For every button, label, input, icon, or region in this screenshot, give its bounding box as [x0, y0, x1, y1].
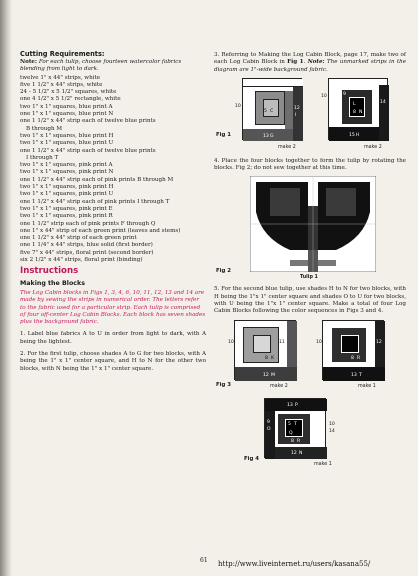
requirement-item: one 1 1/4" x 44" strips, blue solid (first border)	[20, 242, 153, 249]
fig3a-label: 10	[228, 339, 234, 345]
requirement-item: two 1" x 1" squares, pink print R	[20, 213, 113, 220]
fig4-block	[264, 398, 335, 458]
requirement-item: two 1" x 1" squares, blue print U	[20, 140, 114, 147]
fig1a-label: 13	[263, 133, 269, 139]
fig1b-label: N	[359, 109, 363, 115]
fig3a-label: 11	[279, 339, 285, 345]
requirement-item: two 1" x 1" squares, pink print N	[20, 169, 114, 176]
requirement-item: two 1" x 1" squares, pink print E	[20, 205, 113, 212]
fig1a-label: 10	[235, 103, 241, 109]
fig4-label: 5	[288, 421, 291, 427]
cutting-note-text: For each tulip, choose fourteen watercolor fabrics blending from light to dark.	[20, 59, 182, 73]
fig1b-label: H	[356, 132, 360, 138]
fig3b-label: 8	[351, 355, 354, 361]
fig3-block-a	[228, 320, 296, 380]
fig3b-label: 11	[367, 347, 373, 353]
fig4-label-title: Fig 4	[244, 455, 260, 462]
requirements-list	[20, 75, 206, 265]
requirement-item: one 1 1/2" x 44" strip each of twelve blue prints	[20, 118, 156, 125]
figure-1	[214, 78, 406, 152]
instructions-title: Instructions	[20, 266, 79, 277]
page-binding-shadow	[0, 0, 12, 576]
fig3-label: Fig 3	[216, 381, 232, 388]
fig3-make-a: make 2	[270, 383, 288, 389]
fig1-make-b: make 2	[364, 144, 382, 150]
step-3-note: The unmarked strips in the diagram are 1"-wide background fabric.	[214, 59, 407, 73]
fig1-block-a	[235, 78, 302, 140]
log-cabin-intro: The Log Cabin blocks in Figs 1, 3, 4, 6, 10, 11, 12, 13 and 14 are made by sewing the strips in numerical order. The letters refer to the fabric used for a particular strip. Each tulip is comprised of four off-center Log Cabin Blocks. Each block has seven shades plus the background fabric.	[20, 289, 206, 326]
requirement-item: one 4 1/2" x 5 1/2" rectangle, white	[20, 96, 121, 103]
step-3-fig-ref: Fig 1	[287, 59, 304, 66]
fig4-label: Q	[289, 430, 293, 436]
tulip-1-diagram	[250, 176, 376, 272]
figure-4	[214, 398, 406, 468]
fig1a-label: 12	[294, 105, 300, 111]
fig4-label: N	[299, 450, 303, 456]
cutting-requirements-heading: Cutting Requirements:	[20, 50, 105, 58]
requirement-item: two 1" x 1" squares, blue print A	[20, 103, 113, 110]
requirement-item: five 1 1/2" x 44" strips, white	[20, 81, 103, 88]
step-3-note-label: Note:	[307, 59, 325, 66]
step-3: 3. Referring to Making the Log Cabin Block, page 17, make two of each Log Cabin Block in Fig 1. Note: The unmarked strips in the diagram are 1"-wide background fabric.	[214, 52, 407, 73]
fig3b-label: R	[357, 355, 361, 361]
fig3b-label: 12	[376, 339, 382, 345]
fig1b-label: 8	[353, 109, 356, 115]
step-1: 1. Label blue fabrics A to U in order from light to dark, with A being the lightest.	[20, 331, 206, 345]
fig4-label: 9	[267, 419, 270, 425]
making-blocks-title: Making the Blocks	[20, 279, 85, 287]
page-number: 61	[200, 557, 208, 564]
fig2-caption: Tulip 1	[300, 275, 318, 281]
fig4-label: 10	[329, 421, 335, 427]
requirement-item: one 1 1/2" strip each of pink prints F through Q	[20, 220, 156, 227]
fig1-label: Fig 1	[216, 131, 232, 138]
fig1b-label: 15	[349, 132, 355, 138]
fig4-label: 14	[329, 428, 335, 434]
requirement-item: one 1 1/2" x 44" strip each of twelve blue prints	[20, 147, 156, 154]
requirement-item: 24 - 5 1/2" x 5 1/2" squares, white	[20, 89, 117, 96]
fig4-label: 12	[291, 450, 297, 456]
fig1b-label: 9	[343, 91, 346, 97]
fig1a-label: C	[270, 108, 274, 114]
requirement-item: six 2 1/2" x 44" strips, floral print (binding)	[20, 257, 143, 264]
requirement-item: one 1 1/2" x 44" strip of each green print	[20, 235, 137, 242]
cutting-note	[20, 59, 206, 74]
requirement-item: one 1" x 44" strip of each green print (leaves and stems)	[20, 227, 181, 234]
fig3b-label: 13	[351, 372, 357, 378]
fig4-label: 8	[291, 438, 294, 444]
requirement-item: one 1 1/2" x 44" strip each of pink prints I through T	[20, 198, 170, 205]
requirement-item: two 1" x 1" squares, blue print H	[20, 132, 114, 139]
fig1b-label: 14	[380, 99, 386, 105]
fig4-label: R	[297, 438, 301, 444]
fig1a-label: G	[270, 133, 274, 139]
fig3-block-b	[316, 320, 384, 380]
requirement-item: I through T	[26, 154, 59, 161]
requirement-item: two 1" x 1" squares, pink print A	[20, 162, 113, 169]
source-url[interactable]: http://www.liveinternet.ru/users/kasana55/	[218, 560, 371, 568]
fig1b-label: L	[353, 101, 356, 107]
fig3-make-b: make 1	[358, 383, 376, 389]
fig3a-label: M	[271, 372, 275, 378]
requirement-item: one 1" x 1" squares, blue print N	[20, 111, 114, 118]
requirement-item: two 1" x 1" squares, pink print U	[20, 191, 114, 198]
step-3-text: 3. Referring to Making the Log Cabin Block, page 17, make two of each Log Cabin Block in	[214, 52, 406, 66]
fig1a-label: I	[295, 112, 297, 118]
requirement-item: twelve 1" x 44" strips, white	[20, 74, 101, 81]
requirement-item: five 7" x 44" strips, floral print (second border)	[20, 249, 154, 256]
cutting-note-label: Note:	[20, 59, 38, 65]
requirement-item: two 1" x 1" squares, pink print H	[20, 184, 114, 191]
fig1-make-a: make 2	[278, 144, 296, 150]
fig3a-label: K	[271, 355, 275, 361]
step-4: 4. Place the four blocks together to form the tulip by rotating the blocks. Fig 2; do not sew together at this time.	[214, 157, 406, 172]
fig2-label: Fig 2	[216, 268, 232, 275]
fig3b-label: T	[359, 372, 362, 378]
fig4-label: T	[294, 421, 297, 427]
step-5: 5. For the second blue tulip, use shades H to N for two blocks, with H being the 1"x 1" center square and shades O to U for two blocks, with U being the 1"x 1" center square. Make a total of four Log Cabin Blocks following the color sequences in Figs 3 and 4.	[214, 286, 406, 315]
fig3a-label: 12	[263, 372, 269, 378]
requirement-item: B through M	[26, 125, 63, 132]
fig4-label: P	[295, 402, 298, 408]
fig1b-label: 10	[321, 93, 327, 99]
figure-3	[214, 320, 406, 392]
fig3b-label: 10	[316, 339, 322, 345]
fig4-label: 13	[287, 402, 293, 408]
fig4-label: O	[267, 426, 271, 432]
fig4-make: make 1	[314, 461, 332, 467]
figure-2	[214, 176, 406, 280]
requirement-item: one 1 1/2" x 44" strip each of pink prints B through M	[20, 176, 174, 183]
left-column	[20, 50, 206, 378]
step-2: 2. For the first tulip, choose shades A to G for two blocks, with A being the 1" x 1" center square, and H to N for the other two blocks, with N being the 1" x 1" center square.	[20, 350, 206, 372]
fig3a-label: 8	[265, 355, 268, 361]
right-column	[214, 52, 406, 474]
fig1-block-b	[321, 78, 388, 140]
fig1a-label: 5	[264, 108, 267, 114]
